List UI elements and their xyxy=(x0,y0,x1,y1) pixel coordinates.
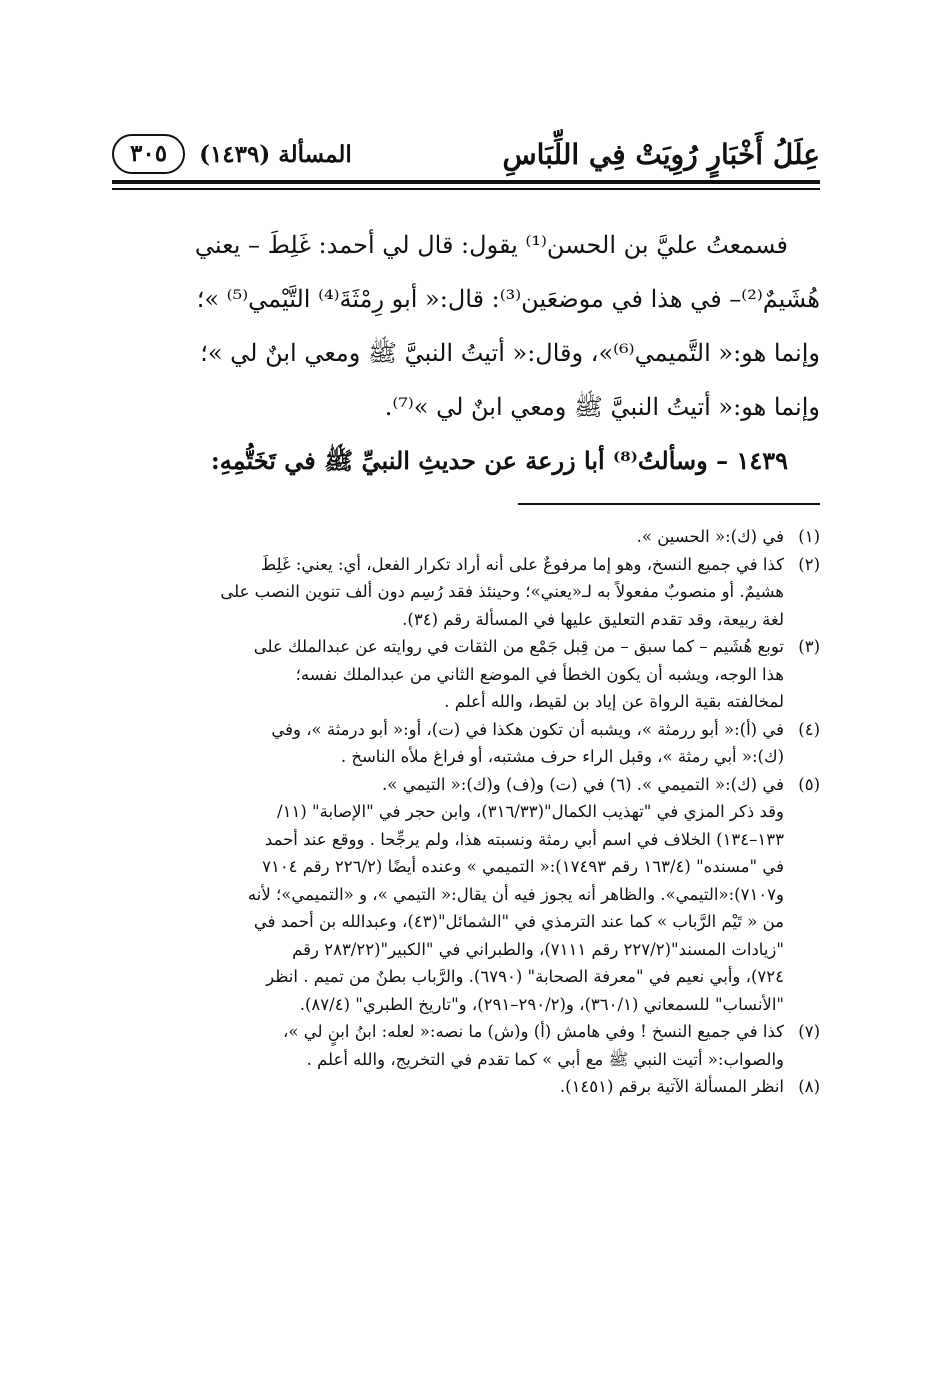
footnote-text xyxy=(112,551,784,634)
footnote xyxy=(112,1073,820,1101)
body-line: وإنما هو:« التَّميمي⁽⁶⁾»، وقال:« أتيتُ النبيَّ ﷺ ومعي ابنٌ لي »؛ xyxy=(200,339,820,367)
main-text xyxy=(112,218,820,488)
footnote-number: (٧) xyxy=(798,1022,820,1041)
footnote-line: هذا الوجه، ويشبه أن يكون الخطأ في الموضع الثاني من عبدالملك نفسه؛ xyxy=(295,664,784,684)
header-rule-thin xyxy=(112,188,820,190)
footnote-line: انظر المسألة الآتية برقم (١٤٥١). xyxy=(559,1077,784,1096)
footnote xyxy=(112,523,820,551)
body-line: هُشَيمٌ⁽²⁾– في هذا في موضعَين⁽³⁾: قال:« أبو رِمْثَةَ⁽⁴⁾ التَّيْمي⁽⁵⁾ »؛ xyxy=(196,285,820,313)
footnote-line: (ك):« أبي رمثة »، وقبل الراء حرف مشتبه، أو فراغ ملأه الناسخ . xyxy=(340,747,784,766)
footnote-line: كذا في جميع النسخ، وهو إما مرفوعٌ على أنه أراد تكرار الفعل، أي: يعني: غَلِطَ xyxy=(260,554,784,574)
footnotes xyxy=(112,523,820,1101)
footnote xyxy=(112,1018,820,1073)
footnote xyxy=(112,633,820,716)
footnote-line: كذا في جميع النسخ ! وفي هامش (أ) و(ش) ما نصه:« لعله: ابنُ ابنٍ لي »، xyxy=(283,1022,784,1041)
footnote-number: (٨) xyxy=(798,1077,820,1096)
footnote-line: هشيمٌ. أو منصوبٌ مفعولاً به لـ«يعني»؛ وحينئذ فقد رُسِم دون ألف تنوين النصب على xyxy=(220,582,784,601)
footnote-line: في (ك):« الحسين ». xyxy=(636,527,784,546)
footnote-line: في (أ):« أبو ررمثة »، ويشبه أن تكون هكذا في (ت)، أو:« أبو درمثة »، وفي xyxy=(271,719,784,739)
header-rule-thick xyxy=(112,180,820,184)
header-left-group xyxy=(112,134,352,174)
footnote-number: (١) xyxy=(798,527,820,546)
footnote-number: (٥) xyxy=(798,774,820,794)
footnote-number: (٤) xyxy=(798,719,820,739)
footnote-line: وقد ذكر المزي في "تهذيب الكمال"(٣١٦/٣٣)، وابن حجر في "الإصابة" (١١/ xyxy=(277,802,784,821)
book-title: عِلَلُ أَخْبَارٍ رُوِيَتْ فِي اللِّبَاسِ xyxy=(502,137,820,171)
issue-label: المسألة (١٤٣٩) xyxy=(199,140,352,168)
footnote-line: لمخالفته بقية الرواة عن إياد بن لقيط، والله أعلم . xyxy=(444,692,784,711)
footnote-line: في (ك):« التميمي ». (٦) في (ت) و(ف) و(ك):« التيمي ». xyxy=(381,774,784,794)
footnote xyxy=(112,551,820,634)
footnote-text xyxy=(112,1018,784,1073)
footnote-text xyxy=(112,771,784,1019)
footnote-text xyxy=(112,716,784,771)
footnote-line: ٧٢٤)، وأبي نعيم في "معرفة الصحابة" (٦٧٩٠). والرَّباب بطنٌ من تميم . انظر xyxy=(266,967,784,986)
page-number-badge: ٣٠٥ xyxy=(112,134,185,174)
footnote xyxy=(112,716,820,771)
footnote-line: ١٣٣–١٣٤) الخلاف في اسم أبي رمثة ونسبته هذا، ولم يرجِّحا . ووقع عند أحمد xyxy=(264,829,784,849)
footnote-text xyxy=(112,633,784,716)
footnote-line: من « تَيْم الرَّباب » كما عند الترمذي في "الشمائل"(٤٣)، وعبدالله بن أحمد في xyxy=(253,912,784,931)
footnote-number: (٢) xyxy=(798,554,820,574)
body-line: فسمعتُ عليَّ بن الحسن⁽¹⁾ يقول: قال لي أحمد: غَلِطَ – يعني xyxy=(194,231,788,259)
issue-heading: ١٤٣٩ – وسألتُ⁽⁸⁾ أبا زرعة عن حديثِ النبيِّ ﷺ في تَخَتُّمِهِ: xyxy=(210,446,788,475)
footnote-line: لغة ربيعة، وقد تقدم التعليق عليها في المسألة رقم (٣٤). xyxy=(402,609,784,629)
footnote-line: "الأنساب" للسمعاني (٣٦٠/١)، و(٢٩٠/٢–٢٩١)، و"تاريخ الطبري" (٨٧/٤). xyxy=(299,994,784,1014)
footnote-line: والصواب:« أتيت النبي ﷺ مع أبي » كما تقدم في التخريج، والله أعلم . xyxy=(306,1049,784,1069)
footnote-line: "زيادات المسند"(٢٢٧/٢ رقم ٧١١١)، والطبراني في "الكبير"(٢٨٣/٢٢ رقم xyxy=(292,939,784,959)
footnote-line: و٧١٠٧):«التيمي». والظاهر أنه يجوز فيه أن يقال:« التيمي »، و «التميمي»؛ لأنه xyxy=(247,884,784,904)
footnote-number: (٣) xyxy=(798,637,820,656)
footnote-text xyxy=(112,523,784,551)
body-line: وإنما هو:« أتيتُ النبيَّ ﷺ ومعي ابنٌ لي »⁽⁷⁾. xyxy=(384,393,820,421)
footnote-separator xyxy=(518,503,820,505)
footnote-text xyxy=(112,1073,784,1101)
footnote-line: توبع هُشَيم – كما سبق – من قِبل جَمْع من الثقات في روايته عن عبدالملك على xyxy=(253,637,784,656)
footnote-line: في "مسنده" (١٦٣/٤ رقم ١٧٤٩٣):« التميمي » وعنده أيضًا (٢٢٦/٢ رقم ٧١٠٤ xyxy=(262,857,784,876)
footnote xyxy=(112,771,820,1019)
page-header xyxy=(112,132,820,176)
